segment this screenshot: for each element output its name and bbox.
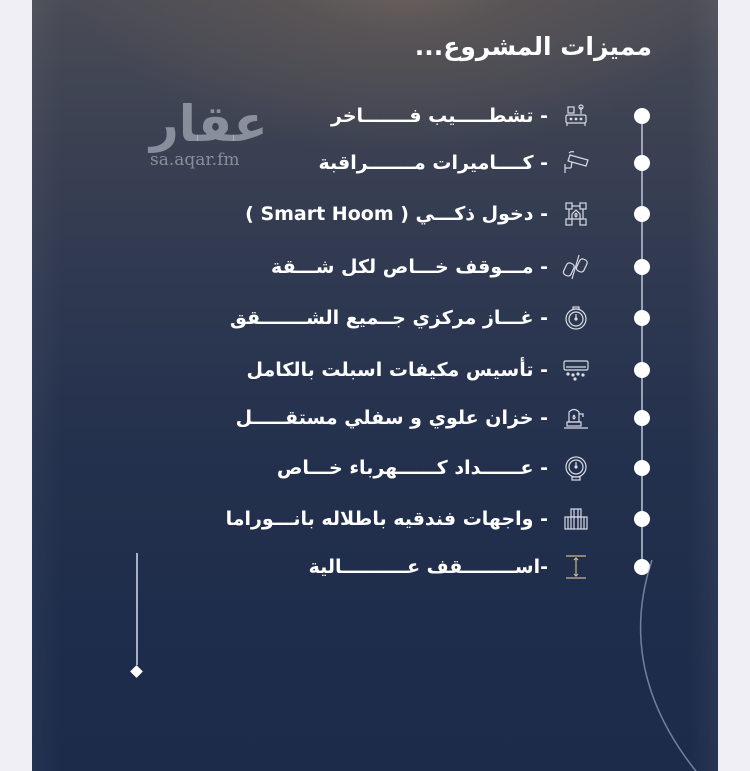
smart-home-icon (562, 200, 590, 228)
timeline-dot (634, 460, 650, 476)
decorative-arc (592, 560, 718, 771)
feature-item (32, 252, 718, 282)
feature-label: -اســــــــقف عــــــــــالية (308, 556, 548, 578)
feature-item (32, 148, 718, 178)
parking-cars-icon (562, 253, 590, 281)
feature-item (32, 355, 718, 385)
ceiling-height-icon (562, 553, 590, 581)
building-facade-icon (562, 505, 590, 533)
feature-item (32, 453, 718, 483)
feature-item (32, 303, 718, 333)
feature-item (32, 101, 718, 131)
timeline-line (641, 116, 643, 566)
decorative-vertical-line (136, 553, 138, 665)
split-ac-icon (562, 356, 590, 384)
feature-label: - مـــوقف خـــاص لكل شـــقة (271, 256, 548, 278)
water-tank-icon (562, 404, 590, 432)
feature-item (32, 504, 718, 534)
feature-label: - تشطـــــيب فـــــــاخر (331, 105, 548, 127)
feature-item (32, 199, 718, 229)
timeline-dot (634, 310, 650, 326)
electric-meter-icon (562, 454, 590, 482)
timeline-dot (634, 108, 650, 124)
feature-label: - كــــاميرات مـــــــراقبة (318, 152, 548, 174)
security-camera-icon (562, 149, 590, 177)
timeline-dot (634, 155, 650, 171)
feature-label: - تأسيس مكيفات اسبلت بالكامل (246, 359, 548, 381)
feature-label: - عــــــداد كــــــهرباء خـــاص (276, 457, 548, 479)
feature-label: - دخول ذكـــي ( Smart Hoom ) (245, 203, 548, 225)
watermark-logo: عقار (150, 95, 268, 153)
gas-meter-icon (562, 304, 590, 332)
watermark-url: sa.aqar.fm (150, 150, 240, 170)
feature-label: - غـــاز مركزي جــميع الشـــــــقق (229, 307, 548, 329)
decorative-diamond (130, 665, 143, 678)
timeline-dot (634, 259, 650, 275)
feature-label: - واجهات فندقيه باطلاله بانـــوراما (225, 508, 548, 530)
furniture-icon (562, 102, 590, 130)
page-title: مميزات المشروع... (414, 32, 652, 61)
timeline-dot (634, 362, 650, 378)
features-card (32, 0, 718, 771)
timeline-dot (634, 511, 650, 527)
feature-label: - خزان علوي و سفلي مستقـــــل (235, 407, 548, 429)
timeline-dot (634, 206, 650, 222)
timeline-dot (634, 410, 650, 426)
feature-item (32, 403, 718, 433)
